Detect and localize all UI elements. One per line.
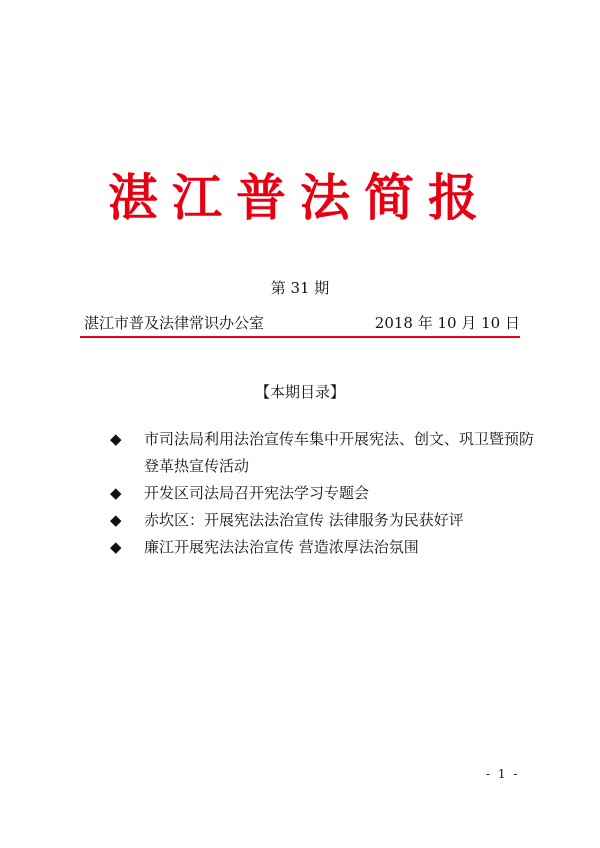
publication-line — [84, 312, 520, 334]
toc-list — [110, 426, 550, 561]
red-divider-line — [80, 336, 520, 338]
publication-date: 2018 年 10 月 10 日 — [374, 314, 520, 332]
toc-item-text: 赤坎区：开展宪法法治宣传 法律服务为民获好评 — [144, 511, 464, 529]
diamond-bullet-icon: ◆ — [110, 484, 122, 502]
page-number: - 1 - — [486, 767, 520, 781]
toc-item — [110, 480, 550, 507]
diamond-bullet-icon: ◆ — [110, 511, 122, 529]
newsletter-masthead: 湛江普法简报 — [108, 169, 492, 227]
diamond-bullet-icon: ◆ — [110, 538, 122, 556]
toc-item-text: 市司法局利用法治宣传车集中开展宪法、创文、巩卫暨预防登革热宣传活动 — [144, 430, 535, 475]
issue-number: 第 31 期 — [270, 279, 330, 297]
publisher-name: 湛江市普及法律常识办公室 — [84, 314, 265, 332]
toc-title: 【本期目录】 — [254, 383, 345, 401]
toc-item-text: 廉江开展宪法法治宣传 营造浓厚法治氛围 — [144, 538, 419, 556]
toc-item — [110, 507, 550, 534]
diamond-bullet-icon: ◆ — [110, 430, 122, 448]
toc-item — [110, 426, 550, 480]
toc-item-text: 开发区司法局召开宪法学习专题会 — [144, 484, 370, 502]
toc-item — [110, 534, 550, 561]
